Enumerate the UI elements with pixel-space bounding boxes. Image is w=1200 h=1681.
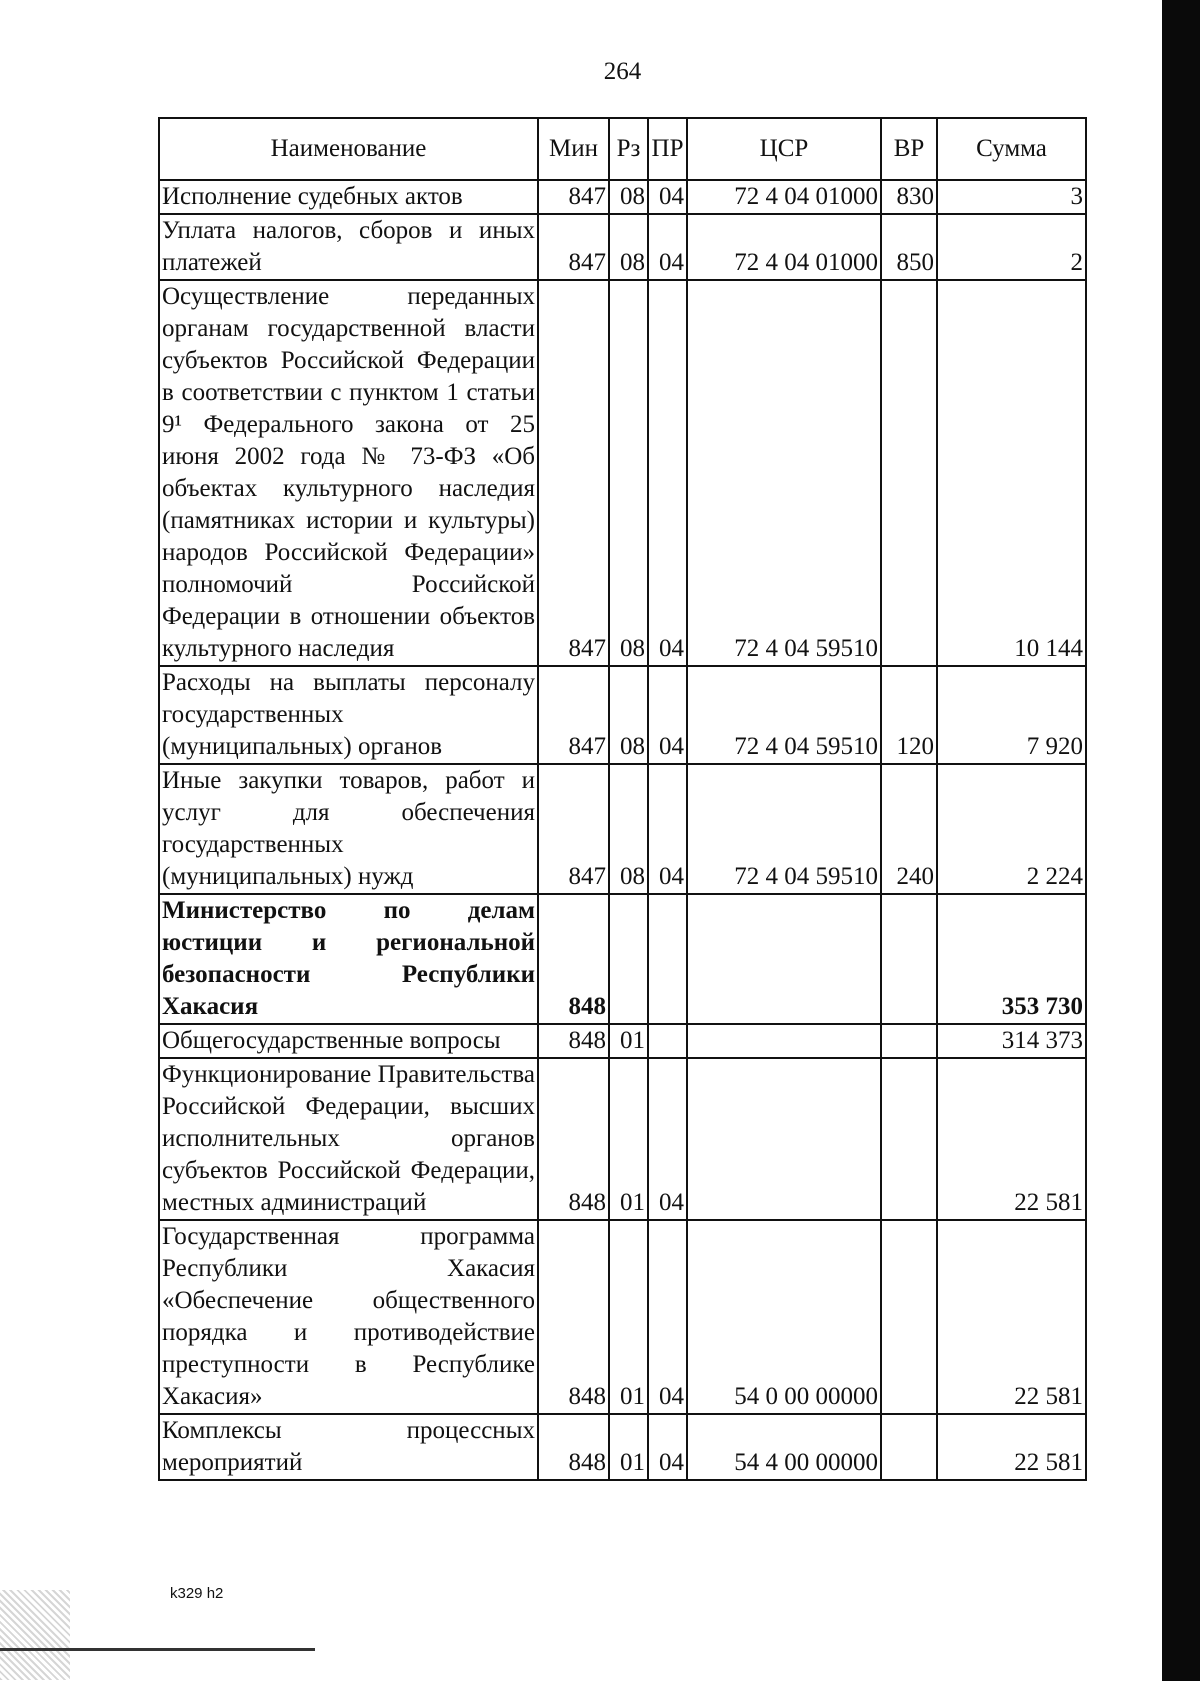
- table-row: [159, 1220, 1086, 1414]
- cell-min: 847: [538, 764, 609, 894]
- cell-min: 847: [538, 280, 609, 666]
- cell-pr: 04: [648, 764, 687, 894]
- cell-pr: 04: [648, 180, 687, 214]
- cell-name: Исполнение судебных актов: [159, 180, 538, 214]
- cell-name: Министерство по делам юстиции и региональной безопасности Республики Хакасия: [159, 894, 538, 1024]
- page-number: 264: [603, 58, 642, 85]
- cell-pr: 04: [648, 214, 687, 280]
- table-row: [159, 1024, 1086, 1058]
- cell-rz: 01: [609, 1414, 648, 1480]
- footer-code: k329 h2: [170, 1585, 224, 1602]
- table-row: [159, 764, 1086, 894]
- header-csr: ЦСР: [687, 118, 881, 180]
- cell-pr: 04: [648, 280, 687, 666]
- table-header-row: [159, 118, 1086, 180]
- cell-csr: [687, 894, 881, 1024]
- cell-vr: 240: [881, 764, 937, 894]
- cell-sum: 2 224: [937, 764, 1086, 894]
- header-min: Мин: [538, 118, 609, 180]
- cell-pr: 04: [648, 1220, 687, 1414]
- cell-sum: 3: [937, 180, 1086, 214]
- cell-min: 847: [538, 666, 609, 764]
- cell-sum: 2: [937, 214, 1086, 280]
- cell-csr: 54 0 00 00000: [687, 1220, 881, 1414]
- cell-csr: 72 4 04 01000: [687, 214, 881, 280]
- cell-sum: 22 581: [937, 1058, 1086, 1220]
- table-row: [159, 894, 1086, 1024]
- cell-pr: [648, 894, 687, 1024]
- cell-min: 848: [538, 1414, 609, 1480]
- header-rz: Рз: [609, 118, 648, 180]
- cell-rz: [609, 894, 648, 1024]
- cell-sum: 10 144: [937, 280, 1086, 666]
- table-row: [159, 180, 1086, 214]
- cell-vr: [881, 1220, 937, 1414]
- cell-csr: [687, 1024, 881, 1058]
- cell-vr: [881, 1024, 937, 1058]
- scan-noise: [0, 1590, 70, 1680]
- table-row: [159, 1414, 1086, 1480]
- cell-name: Общегосударственные вопросы: [159, 1024, 538, 1058]
- cell-csr: [687, 1058, 881, 1220]
- cell-min: 847: [538, 180, 609, 214]
- cell-pr: 04: [648, 1058, 687, 1220]
- table-row: [159, 280, 1086, 666]
- cell-pr: [648, 1024, 687, 1058]
- cell-sum: 314 373: [937, 1024, 1086, 1058]
- table-row: [159, 1058, 1086, 1220]
- cell-vr: 120: [881, 666, 937, 764]
- cell-vr: [881, 894, 937, 1024]
- cell-csr: 72 4 04 59510: [687, 666, 881, 764]
- scan-edge-bar: [1162, 0, 1200, 1681]
- cell-min: 847: [538, 214, 609, 280]
- cell-rz: 01: [609, 1058, 648, 1220]
- cell-rz: 08: [609, 764, 648, 894]
- cell-min: 848: [538, 1024, 609, 1058]
- cell-rz: 08: [609, 214, 648, 280]
- cell-rz: 08: [609, 180, 648, 214]
- cell-rz: 01: [609, 1024, 648, 1058]
- cell-name: Функционирование Правительства Российской Федерации, высших исполнительных органов субъектов Российской Федерации, местных администраций: [159, 1058, 538, 1220]
- cell-vr: 830: [881, 180, 937, 214]
- cell-name: Государственная программа Республики Хакасия «Обеспечение общественного порядка и противодействие преступности в Республике Хакасия»: [159, 1220, 538, 1414]
- table-row: [159, 214, 1086, 280]
- budget-table: [158, 117, 1087, 1481]
- cell-name: Расходы на выплаты персоналу государственных (муниципальных) органов: [159, 666, 538, 764]
- cell-vr: 850: [881, 214, 937, 280]
- cell-name: Иные закупки товаров, работ и услуг для обеспечения государственных (муниципальных) нужд: [159, 764, 538, 894]
- cell-pr: 04: [648, 666, 687, 764]
- cell-sum: 22 581: [937, 1414, 1086, 1480]
- cell-rz: 08: [609, 666, 648, 764]
- cell-csr: 54 4 00 00000: [687, 1414, 881, 1480]
- cell-vr: [881, 1058, 937, 1220]
- cell-pr: 04: [648, 1414, 687, 1480]
- header-pr: ПР: [648, 118, 687, 180]
- table-row: [159, 666, 1086, 764]
- cell-csr: 72 4 04 59510: [687, 280, 881, 666]
- header-vr: ВР: [881, 118, 937, 180]
- header-name: Наименование: [159, 118, 538, 180]
- cell-sum: 7 920: [937, 666, 1086, 764]
- cell-sum: 22 581: [937, 1220, 1086, 1414]
- cell-rz: 01: [609, 1220, 648, 1414]
- cell-min: 848: [538, 1220, 609, 1414]
- cell-min: 848: [538, 894, 609, 1024]
- cell-sum: 353 730: [937, 894, 1086, 1024]
- scan-mark-line: [0, 1648, 315, 1651]
- cell-name: Уплата налогов, сборов и иных платежей: [159, 214, 538, 280]
- cell-name: Комплексы процессных мероприятий: [159, 1414, 538, 1480]
- cell-csr: 72 4 04 01000: [687, 180, 881, 214]
- header-sum: Сумма: [937, 118, 1086, 180]
- cell-rz: 08: [609, 280, 648, 666]
- cell-min: 848: [538, 1058, 609, 1220]
- table-body: [159, 180, 1086, 1480]
- cell-name: Осуществление переданных органам государственной власти субъектов Российской Федерации в соответствии с пунктом 1 статьи 9¹ Федерального закона от 25 июня 2002 года № 73-ФЗ «Об объектах культурного наследия (памятниках истории и культуры) народов Российской Федерации» полномочий Российской Федерации в отношении объектов культурного наследия: [159, 280, 538, 666]
- cell-csr: 72 4 04 59510: [687, 764, 881, 894]
- cell-vr: [881, 280, 937, 666]
- cell-vr: [881, 1414, 937, 1480]
